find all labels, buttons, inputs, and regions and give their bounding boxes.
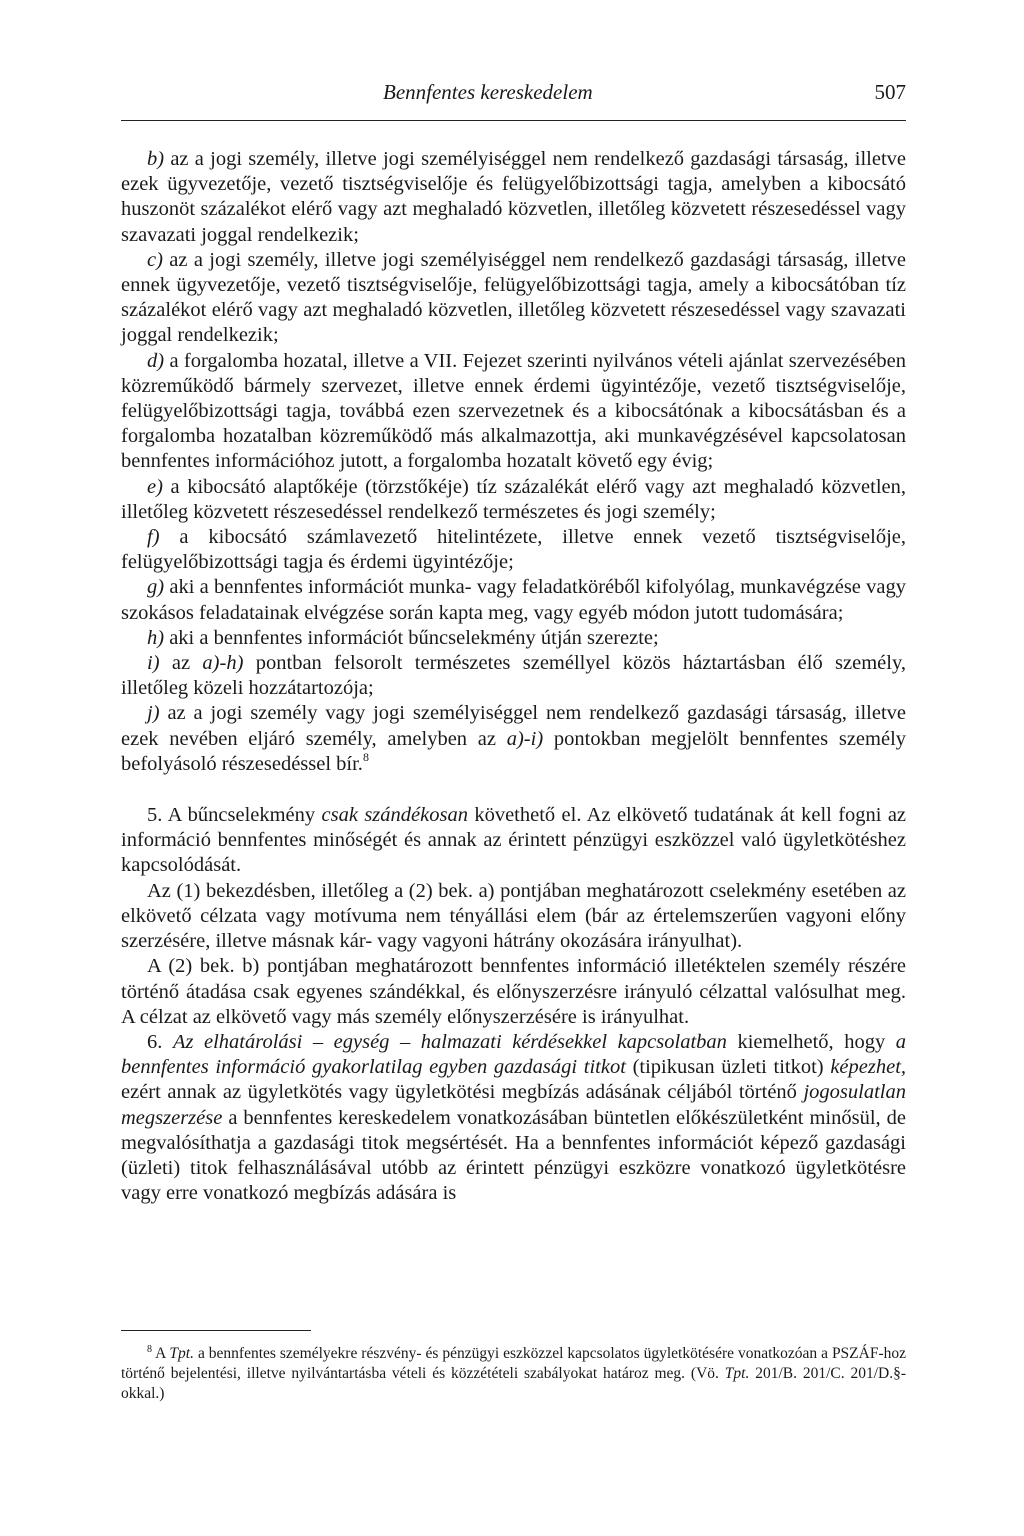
list-item-d (121, 349, 906, 475)
running-title: Bennfentes kereskedelem (383, 80, 593, 104)
text-run: a bennfentes személyekre részvény- és pénzügyi eszközzel kapcsolatos ügyletkötésére vonatkozóan a PSZÁF-hoz történő bejelentési, illetve nyilvántartásba vételi és közzétételi szabályokat határoz meg. (Vö. (121, 1345, 907, 1382)
item-label: c) (147, 248, 163, 271)
text-run: 5. A bűncselekmény (147, 804, 316, 827)
header-rule (121, 120, 906, 121)
item-text: aki a bennfentes információt munka- vagy feladatköréből kifolyólag, munkavégzése vagy szokásos feladatainak elvégzése során kapta meg, vagy egyéb módon jutott tudomására; (121, 576, 906, 624)
list-item-g (121, 575, 906, 625)
item-label: j) (147, 702, 160, 725)
item-text: a kibocsátó számlavezető hitelintézete, illetve ennek vezető tisztségviselője, felügyelőbizottsági tagja és érdemi ügyintézője; (121, 526, 907, 574)
emphasis: jogosulatlan megszerzése (121, 1081, 906, 1129)
section-5-paragraph-1 (121, 803, 906, 879)
emphasis: csak szándékosan (321, 804, 468, 827)
item-label: g) (147, 576, 165, 599)
list-item-b (121, 147, 906, 248)
emphasis: Az elhatárolási – egység – halmazati kérdésekkel kapcsolatban (172, 1030, 727, 1053)
item-text: aki a bennfentes információt bűncselekmény útján szerezte; (169, 626, 659, 649)
emphasis: képezhet, (830, 1056, 907, 1079)
item-label: i) (147, 652, 160, 675)
item-text-pre: az (171, 652, 191, 675)
list-item-i (121, 651, 906, 701)
footnote (121, 1344, 906, 1404)
emphasis: Tpt. (169, 1345, 194, 1362)
main-text (121, 147, 906, 1206)
list-item-c (121, 248, 906, 349)
list-item-f (121, 525, 906, 575)
item-text: az a jogi személy, illetve jogi személyiséggel nem rendelkező gazdasági társaság, illetve ezek ügyvezetője, vezető tisztségviselője és felügyelőbizottsági tagja, amelyben a kibocsátó huszonöt százalékot elérő vagy azt meghaladó közvetlen, illetőleg közvetett részesedéssel vagy szavazati joggal rendelkezik; (121, 148, 906, 246)
section-6-paragraph (121, 1030, 906, 1206)
section-5-paragraph-2: Az (1) bekezdésben, illetőleg a (2) bek. a) pontjában meghatározott cselekmény esetében az elkövető célzata vagy motívuma nem tényállási elem (bár az értelemszerűen vagyoni előny szerzésére, illetve másnak kár- vagy vagyoni hátrány okozására irányulhat). (121, 879, 906, 953)
list-item-e (121, 475, 906, 525)
emphasis: a bennfentes információ gyakorlatilag egyben gazdasági titkot (121, 1030, 907, 1079)
item-ref: a)-i) (506, 727, 544, 750)
item-text-pre: az a jogi személy vagy jogi személyiséggel nem rendelkező gazdasági társaság, illetve ezek nevében eljáró személy, amelyben az (121, 702, 906, 750)
section-5-paragraph-3: A (2) bek. b) pontjában meghatározott bennfentes információ illetéktelen személy részére történő átadása csak egyenes szándékkal, és előnyszerzésre irányuló célzattal valósulhat meg. A célzat az elkövető vagy más személy előnyszerzésére is irányulhat. (121, 955, 906, 1028)
item-label: e) (147, 475, 163, 498)
footnote-mark: 8 (147, 1344, 152, 1355)
text-run: A (155, 1345, 166, 1362)
page-number: 507 (874, 80, 906, 104)
item-text: a forgalomba hozatal, illetve a VII. Fejezet szerinti nyilvános vételi ajánlat szervezésében közreműködő bármely szervezet, illetve ennek érdemi ügyintézője, vezető tisztségviselője, felügyelőbizottsági tagja, továbbá ezen szervezetnek és a kibocsátónak a kibocsátásban és a forgalomba hozatalban közreműködő más alkalmazottja, aki munkavégzésével kapcsolatosan bennfentes információhoz jutott, a forgalomba hozatalt követő egy évig; (121, 349, 907, 473)
section-number: 6. (147, 1030, 163, 1053)
item-text: pontokban megjelölt bennfentes személy befolyásoló részesedéssel bír. (121, 727, 907, 775)
text-run: 201/B. 201/C. 201/D.§-okkal.) (121, 1365, 907, 1402)
text-run: kiemelhető, hogy (737, 1030, 886, 1053)
text-run: a bennfentes kereskedelem vonatkozásában büntetlen előkészületként minősül, de megvalósíthatja a gazdasági titok megsértését. Ha a bennfentes információt képező gazdasági (üzleti) titok felhasználásával utóbb az érintett pénzügyi eszközre vonatkozó ügyletkötésre vagy erre vonatkozó megbízás adására is (121, 1106, 906, 1205)
item-label: b) (147, 148, 165, 170)
footnote-rule (121, 1330, 311, 1331)
item-label: h) (147, 626, 165, 649)
running-header (121, 80, 906, 112)
item-label: d) (147, 349, 165, 372)
item-text: a kibocsátó alaptőkéje (törzstőkéje) tíz százalékát elérő vagy azt meghaladó közvetlen, illetőleg közvetett részesedéssel rendelkező természetes és jogi személy; (121, 475, 907, 523)
footnote-reference[interactable]: 8 (362, 749, 369, 764)
item-ref: a)-h) (202, 652, 244, 675)
footnote-text (121, 1344, 906, 1404)
item-label: f) (147, 526, 160, 549)
list-item-h (121, 626, 906, 651)
item-text: pontban felsorolt természetes személlyel közös háztartásban élő személy, illetőleg közeli hozzátartozója; (121, 652, 907, 700)
item-text: az a jogi személy, illetve jogi személyiséggel nem rendelkező gazdasági társaság, illetve ennek ügyvezetője, vezető tisztségviselője, felügyelőbizottsági tagja, amely a kibocsátóban tíz százalékot elérő vagy azt meghaladó közvetlen, illetőleg közvetett részesedéssel vagy szavazati joggal rendelkezik; (121, 248, 907, 347)
list-item-j (121, 701, 906, 777)
emphasis: Tpt. (724, 1365, 750, 1382)
text-run: ezért annak az ügyletkötés vagy ügyletkötési megbízás adásának céljából történő (121, 1081, 797, 1104)
text-run: követhető el. Az elkövető tudatának át kell fogni az információ bennfentes minőségét és annak az érintett pénzügyi eszközzel való ügyletkötéshez kapcsolódását. (121, 804, 907, 877)
book-page (121, 80, 907, 1402)
text-run: (tipikusan üzleti titkot) (632, 1056, 824, 1079)
